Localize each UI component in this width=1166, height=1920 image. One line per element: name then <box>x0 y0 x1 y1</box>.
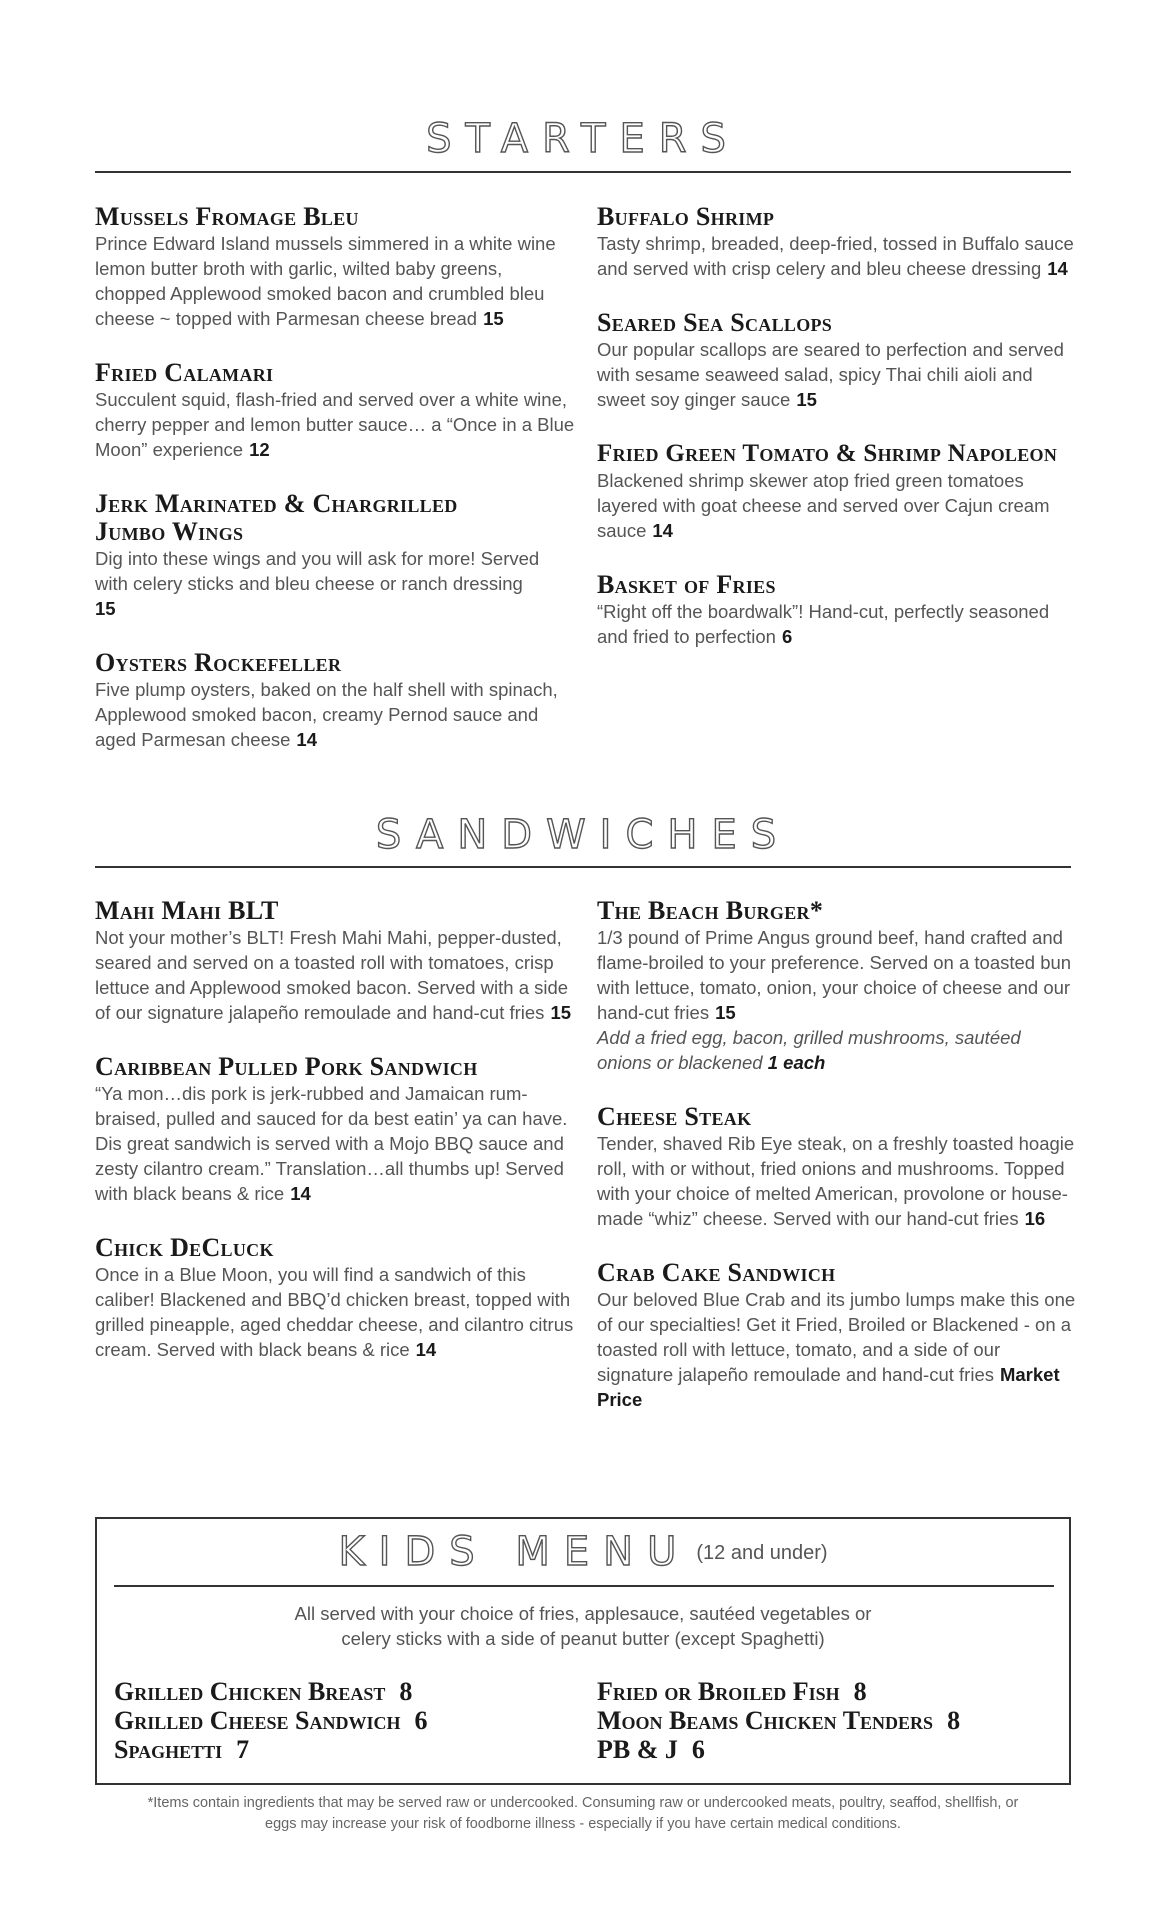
item-name: The Beach Burger* <box>597 896 824 925</box>
item-name: Jerk Marinated & Chargrilled Jumbo Wings <box>95 489 458 546</box>
item-description: Our popular scallops are seared to perfection and served with sesame seaweed salad, spicy Thai chili aioli and sweet soy ginger sauce 15 <box>597 339 1064 410</box>
item-price: 15 <box>796 389 817 410</box>
item-description: “Right off the boardwalk”! Hand-cut, perfectly seasoned and fried to perfection 6 <box>597 601 1050 647</box>
item-description: Blackened shrimp skewer atop fried green tomatoes layered with goat cheese and served over Cajun cream sauce 14 <box>597 470 1050 541</box>
item-name: Caribbean Pulled Pork Sandwich <box>95 1052 478 1081</box>
kids-item: Spaghetti 7 <box>114 1735 250 1764</box>
item-price: 14 <box>652 520 673 541</box>
starters-heading: STARTERS <box>426 116 740 162</box>
menu-item <box>95 897 577 1025</box>
kids-item-price: 6 <box>691 1735 705 1764</box>
item-addon: Add a fried egg, bacon, grilled mushrooms, sautéed onions or blackened <box>597 1027 1021 1073</box>
kids-menu-subtitle: (12 and under) <box>696 1542 828 1564</box>
menu-item <box>95 1234 577 1362</box>
kids-item-price: 7 <box>236 1735 250 1764</box>
item-name: Buffalo Shrimp <box>597 202 775 231</box>
kids-item: Fried or Broiled Fish 8 <box>597 1677 867 1706</box>
kids-right-column <box>597 1677 960 1764</box>
kids-menu-divider <box>114 1585 1054 1587</box>
item-price: 6 <box>781 626 793 647</box>
item-name: Fried Calamari <box>95 358 274 387</box>
item-name: Cheese Steak <box>597 1102 752 1131</box>
item-description: Once in a Blue Moon, you will find a sandwich of this caliber! Blackened and BBQ’d chicken breast, topped with grilled pineapple, aged cheddar cheese, and cilantro citrus cream. Served with black beans & rice 14 <box>95 1264 574 1360</box>
starters-right-column <box>597 203 1079 677</box>
sandwiches-heading: SANDWICHES <box>375 812 791 858</box>
menu-item <box>597 1259 1079 1412</box>
item-description: Not your mother’s BLT! Fresh Mahi Mahi, pepper-dusted, seared and served on a toasted roll with tomatoes, crisp lettuce and Applewood smoked bacon. Served with a side of our signature jalapeño remoulade and hand-cut fries 15 <box>95 927 572 1023</box>
kids-item-price: 8 <box>853 1677 867 1706</box>
item-description: Five plump oysters, baked on the half shell with spinach, Applewood smoked bacon, creamy Pernod sauce and aged Parmesan cheese 14 <box>95 679 558 750</box>
footnote-line: eggs may increase your risk of foodborne illness - especially if you have certain medical conditions. <box>265 1816 901 1832</box>
item-name: Mussels Fromage Bleu <box>95 202 359 231</box>
starters-divider <box>95 171 1071 173</box>
kids-note-line: celery sticks with a side of peanut butter (except Spaghetti) <box>341 1628 825 1649</box>
item-description: Dig into these wings and you will ask for more! Served with celery sticks and bleu cheese or ranch dressing 15 <box>95 548 540 619</box>
item-name: Crab Cake Sandwich <box>597 1258 836 1287</box>
item-description: Succulent squid, flash-fried and served over a white wine, cherry pepper and lemon butter sauce… a “Once in a Blue Moon” experience 12 <box>95 389 575 460</box>
starters-left-column <box>95 203 577 780</box>
item-price: 14 <box>290 1183 311 1204</box>
item-name: Fried Green Tomato & Shrimp Napoleon <box>597 440 1058 467</box>
menu-item <box>597 571 1079 649</box>
kids-item-price: 8 <box>399 1677 413 1706</box>
kids-item: Moon Beams Chicken Tenders 8 <box>597 1706 961 1735</box>
item-description: Tasty shrimp, breaded, deep-fried, tossed in Buffalo sauce and served with crisp celery and bleu cheese dressing 14 <box>597 233 1074 279</box>
item-price: 12 <box>249 439 270 460</box>
sandwiches-right-column <box>597 897 1079 1440</box>
item-price: 15 <box>550 1002 572 1023</box>
item-description: Our beloved Blue Crab and its jumbo lumps make this one of our specialties! Get it Fried, Broiled or Blackened - on a toasted roll with lettuce, tomato, and a side of our signature jalapeño remoulade and hand-cut fries Market Price <box>597 1289 1076 1410</box>
item-price: Market Price <box>597 1364 1060 1410</box>
item-description: “Ya mon…dis pork is jerk-rubbed and Jamaican rum-braised, pulled and sauced for da best eatin’ ya can have. Dis great sandwich is served with a Mojo BBQ sauce and zesty cilantro cream.” Translation…all thumbs up! Served with black beans & rice 14 <box>95 1083 568 1204</box>
menu-item <box>597 203 1079 281</box>
item-price: 14 <box>1047 258 1068 279</box>
kids-menu-note <box>97 1601 1069 1651</box>
sandwiches-divider <box>95 866 1071 868</box>
menu-item <box>95 359 577 462</box>
item-addon-price: 1 each <box>767 1052 826 1073</box>
footnote-line: *Items contain ingredients that may be served raw or undercooked. Consuming raw or undercooked meats, poultry, seaffod, shellfish, or <box>147 1795 1019 1811</box>
item-name: Seared Sea Scallops <box>597 308 833 337</box>
kids-item-price: 8 <box>947 1706 961 1735</box>
allergy-footnote <box>95 1793 1071 1835</box>
item-price: 14 <box>415 1339 437 1360</box>
item-price: 15 <box>483 308 504 329</box>
menu-item <box>95 649 577 752</box>
kids-menu-box <box>95 1517 1071 1785</box>
menu-item <box>597 309 1079 412</box>
kids-menu-heading <box>97 1529 1069 1575</box>
item-price: 15 <box>715 1002 736 1023</box>
kids-item-price: 6 <box>414 1706 428 1735</box>
kids-menu-title: KIDS MENU <box>338 1529 691 1575</box>
menu-item <box>95 203 577 331</box>
item-name: Basket of Fries <box>597 570 776 599</box>
item-price: 15 <box>95 598 116 619</box>
menu-item <box>597 897 1079 1075</box>
menu-item <box>95 490 577 621</box>
kids-item: Grilled Cheese Sandwich 6 <box>114 1706 428 1735</box>
item-price: 16 <box>1024 1208 1046 1229</box>
item-name: Oysters Rockefeller <box>95 648 342 677</box>
kids-item: Grilled Chicken Breast 8 <box>114 1677 413 1706</box>
item-description: 1/3 pound of Prime Angus ground beef, hand crafted and flame-broiled to your preference. Served on a toasted bun with lettuce, tomato, onion, your choice of cheese and our hand-cut fries 15 Add a fried egg, bacon, grilled mushrooms, sautéed onions or blackened 1 each <box>597 927 1072 1073</box>
item-description: Tender, shaved Rib Eye steak, on a freshly toasted hoagie roll, with or without, fried onions and mushrooms. Topped with your choice of melted American, provolone or house-made “whiz” cheese. Served with our hand-cut fries 16 <box>597 1133 1075 1229</box>
menu-item <box>597 440 1079 543</box>
menu-item <box>95 1053 577 1206</box>
item-name: Mahi Mahi BLT <box>95 896 279 925</box>
kids-left-column <box>114 1677 428 1764</box>
kids-note-line: All served with your choice of fries, applesauce, sautéed vegetables or <box>294 1603 872 1624</box>
sandwiches-left-column <box>95 897 577 1390</box>
item-description: Prince Edward Island mussels simmered in a white wine lemon butter broth with garlic, wilted baby greens, chopped Applewood smoked bacon and crumbled bleu cheese ~ topped with Parmesan cheese bread 15 <box>95 233 556 329</box>
kids-item: PB & J 6 <box>597 1735 705 1764</box>
menu-item <box>597 1103 1079 1231</box>
item-name: Chick DeCluck <box>95 1233 274 1262</box>
item-price: 14 <box>296 729 317 750</box>
